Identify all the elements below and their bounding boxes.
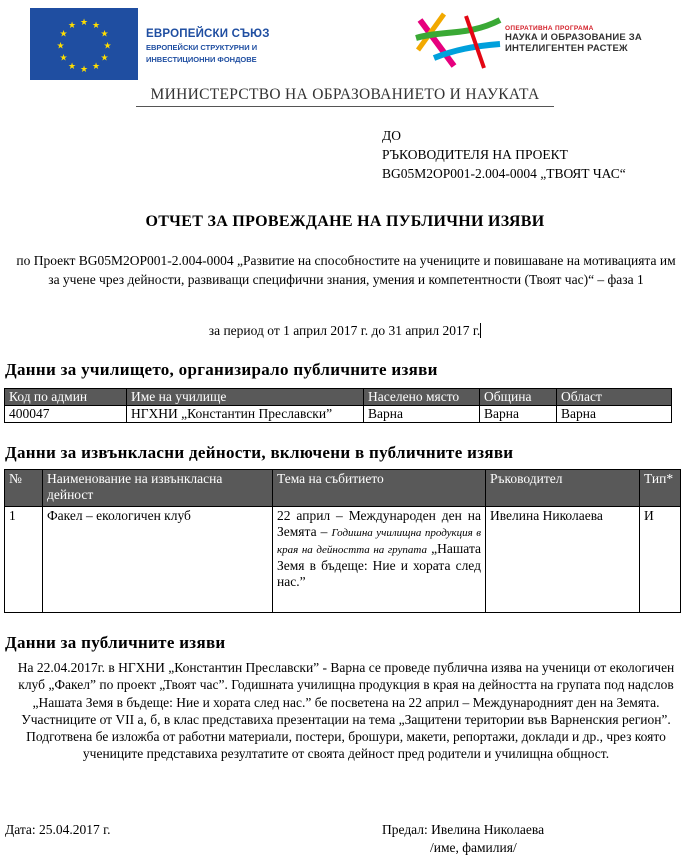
eu-subtitle-1: ЕВРОПЕЙСКИ СТРУКТУРНИ И [146,43,258,52]
svg-text:★: ★ [100,29,109,40]
eu-flag-logo [30,8,138,80]
topic-text-a: 22 април – Международен ден на Земята – [277,508,481,539]
header-cell: Код по админ [5,389,127,406]
svg-text:★: ★ [91,62,101,72]
public-section-text: На 22.04.2017г. в НГХНИ „Константин Преславски” - Варна се проведе публична изява на ученици от екологичен клуб „Факел” по проект „Твоят час”. Годишната училищна продукция в края на дейността на групата под надслов „Нашата Земя в бъдеще: Ние и хората след нас.” бе посветена на 22 април – Международният ден на Земята. Участниците от VII а, б, в клас представиха презентации на тема „Защитени територии във Варненския регион”. Подготвена бе изложба от работни материали, постери, брошури, макети, репортажи, доклади и др., чрез която учениците представиха резултатите от своята дейност пред родители и училищна общност. [17,660,675,762]
table-cell: И [640,507,681,613]
table-cell: 1 [5,507,43,613]
svg-text:★: ★ [103,41,112,52]
activity-section-heading: Данни за извънкласни дейности, включени в публичните изяви [5,443,514,462]
table-row [5,507,681,613]
topic-text-b: Годишна училищна продукция в края на дейността на групата [277,527,481,556]
header-cell: Ръководител [486,470,640,507]
op-programme-small: ОПЕРАТИВНА ПРОГРАМА [505,25,594,32]
addressee-line-1: ДО [382,128,401,143]
signed-by-note: /име, фамилия/ [430,840,517,855]
op-programme-line2: ИНТЕЛИГЕНТЕН РАСТЕЖ [505,43,628,54]
svg-text:★: ★ [67,21,77,31]
ministry-title: МИНИСТЕРСТВО НА ОБРАЗОВАНИЕТО И НАУКАТА [150,86,540,103]
svg-text:★: ★ [100,53,109,64]
svg-text:★: ★ [79,18,89,28]
event-topic-cell [273,507,486,613]
document-title: ОТЧЕТ ЗА ПРОВЕЖДАНЕ НА ПУБЛИЧНИ ИЗЯВИ [145,213,545,230]
header-cell: Наименование на извънкласна дейност [43,470,273,507]
addressee-block [382,126,626,183]
table-cell: НГХНИ „Константин Преславски” [127,406,364,423]
signed-by: Предал: Ивелина Николаева [382,822,545,837]
table-row [5,406,672,423]
table-cell: Варна [364,406,480,423]
table-header-row [5,470,681,507]
table-cell: Ивелина Николаева [486,507,640,613]
table-cell: Варна [557,406,672,423]
eu-logo-text [146,28,270,64]
op-programme-line1: НАУКА И ОБРАЗОВАНИЕ ЗА [505,32,642,43]
report-period-text: за период от 1 април 2017 г. до 31 април 2017 г. [208,323,481,338]
header-cell: Населено място [364,389,480,406]
eu-subtitle-2: ИНВЕСТИЦИОННИ ФОНДОВЕ [146,55,257,64]
svg-text:★: ★ [79,65,89,75]
table-header-row [5,389,672,406]
project-description: по Проект BG05M2OP001-2.004-0004 „Развитие на способностите на учениците и повишаване на мотивацията им за учене чрез дейности, развиващи специфични знания, умения и компетентности (Твоят час)“ – фаза 1 [16,253,676,287]
school-section-heading: Данни за училището, организирало публичните изяви [5,360,438,379]
addressee-line-3: BG05M2OP001-2.004-0004 „ТВОЯТ ЧАС“ [382,166,626,181]
svg-text:★: ★ [56,41,65,52]
svg-text:★: ★ [59,53,68,64]
header-cell: Тип* [640,470,681,507]
op-programme-logo [414,10,502,74]
report-period [0,323,690,339]
header-divider [136,106,554,107]
header-cell: Име на училище [127,389,364,406]
svg-text:★: ★ [59,29,68,40]
table-cell: 400047 [5,406,127,423]
report-date: Дата: 25.04.2017 г. [5,822,111,837]
svg-text:★: ★ [67,62,77,72]
addressee-line-2: РЪКОВОДИТЕЛЯ НА ПРОЕКТ [382,147,568,162]
table-cell: Факел – екологичен клуб [43,507,273,613]
school-table [4,388,672,423]
public-section-heading: Данни за публичните изяви [5,633,226,652]
svg-text:★: ★ [91,21,101,31]
header-cell: Тема на събитието [273,470,486,507]
header-cell: Област [557,389,672,406]
header-cell: Община [480,389,557,406]
text-cursor [480,323,481,338]
eu-title: ЕВРОПЕЙСКИ СЪЮЗ [146,28,270,40]
header-cell: № [5,470,43,507]
op-programme-text [505,25,642,54]
activity-table [4,469,681,613]
table-cell: Варна [480,406,557,423]
topic-text-c: „Нашата Земя в бъдеще: Ние и хората след нас.” [277,541,481,589]
